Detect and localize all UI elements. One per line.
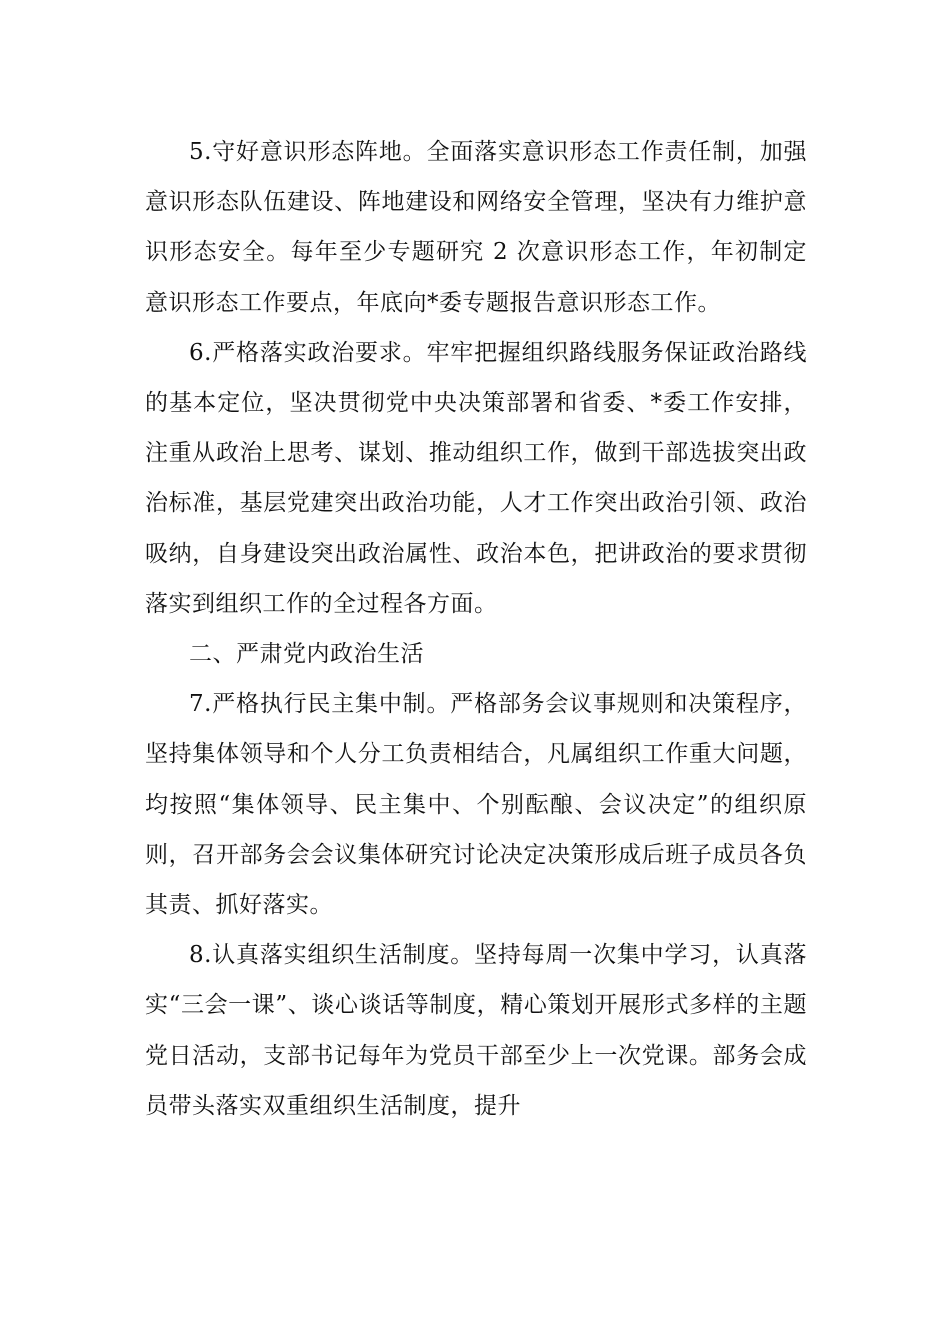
paragraph-6: 6.严格落实政治要求。牢牢把握组织路线服务保证政治路线的基本定位，坚决贯彻党中央决策部署和省委、*委工作安排，注重从政治上思考、谋划、推动组织工作，做到干部选拔突出政治标准，基层党建突出政治功能，人才工作突出政治引领、政治吸纳，自身建设突出政治属性、政治本色，把讲政治的要求贯彻落实到组织工作的全过程各方面。 xyxy=(145,339,807,617)
document-body xyxy=(145,127,807,1131)
paragraph-8: 8.认真落实组织生活制度。坚持每周一次集中学习，认真落实“三会一课”、谈心谈话等制度，精心策划开展形式多样的主题党日活动，支部书记每年为党员干部至少上一次党课。部务会成员带头落实双重组织生活制度，提升 xyxy=(145,942,807,1119)
paragraph-7: 7.严格执行民主集中制。严格部务会议事规则和决策程序，坚持集体领导和个人分工负责相结合，凡属组织工作重大问题，均按照“集体领导、民主集中、个别酝酿、会议决定”的组织原则，召开部务会会议集体研究讨论决定决策形成后班子成员各负其责、抓好落实。 xyxy=(145,691,807,919)
paragraph-5: 5.守好意识形态阵地。全面落实意识形态工作责任制，加强意识形态队伍建设、阵地建设和网络安全管理，坚决有力维护意识形态安全。每年至少专题研究 2 次意识形态工作，年初制定意识形态工作要点，年底向*委专题报告意识形态工作。 xyxy=(145,139,807,316)
section-heading-2: 二、严肃党内政治生活 xyxy=(189,641,424,668)
